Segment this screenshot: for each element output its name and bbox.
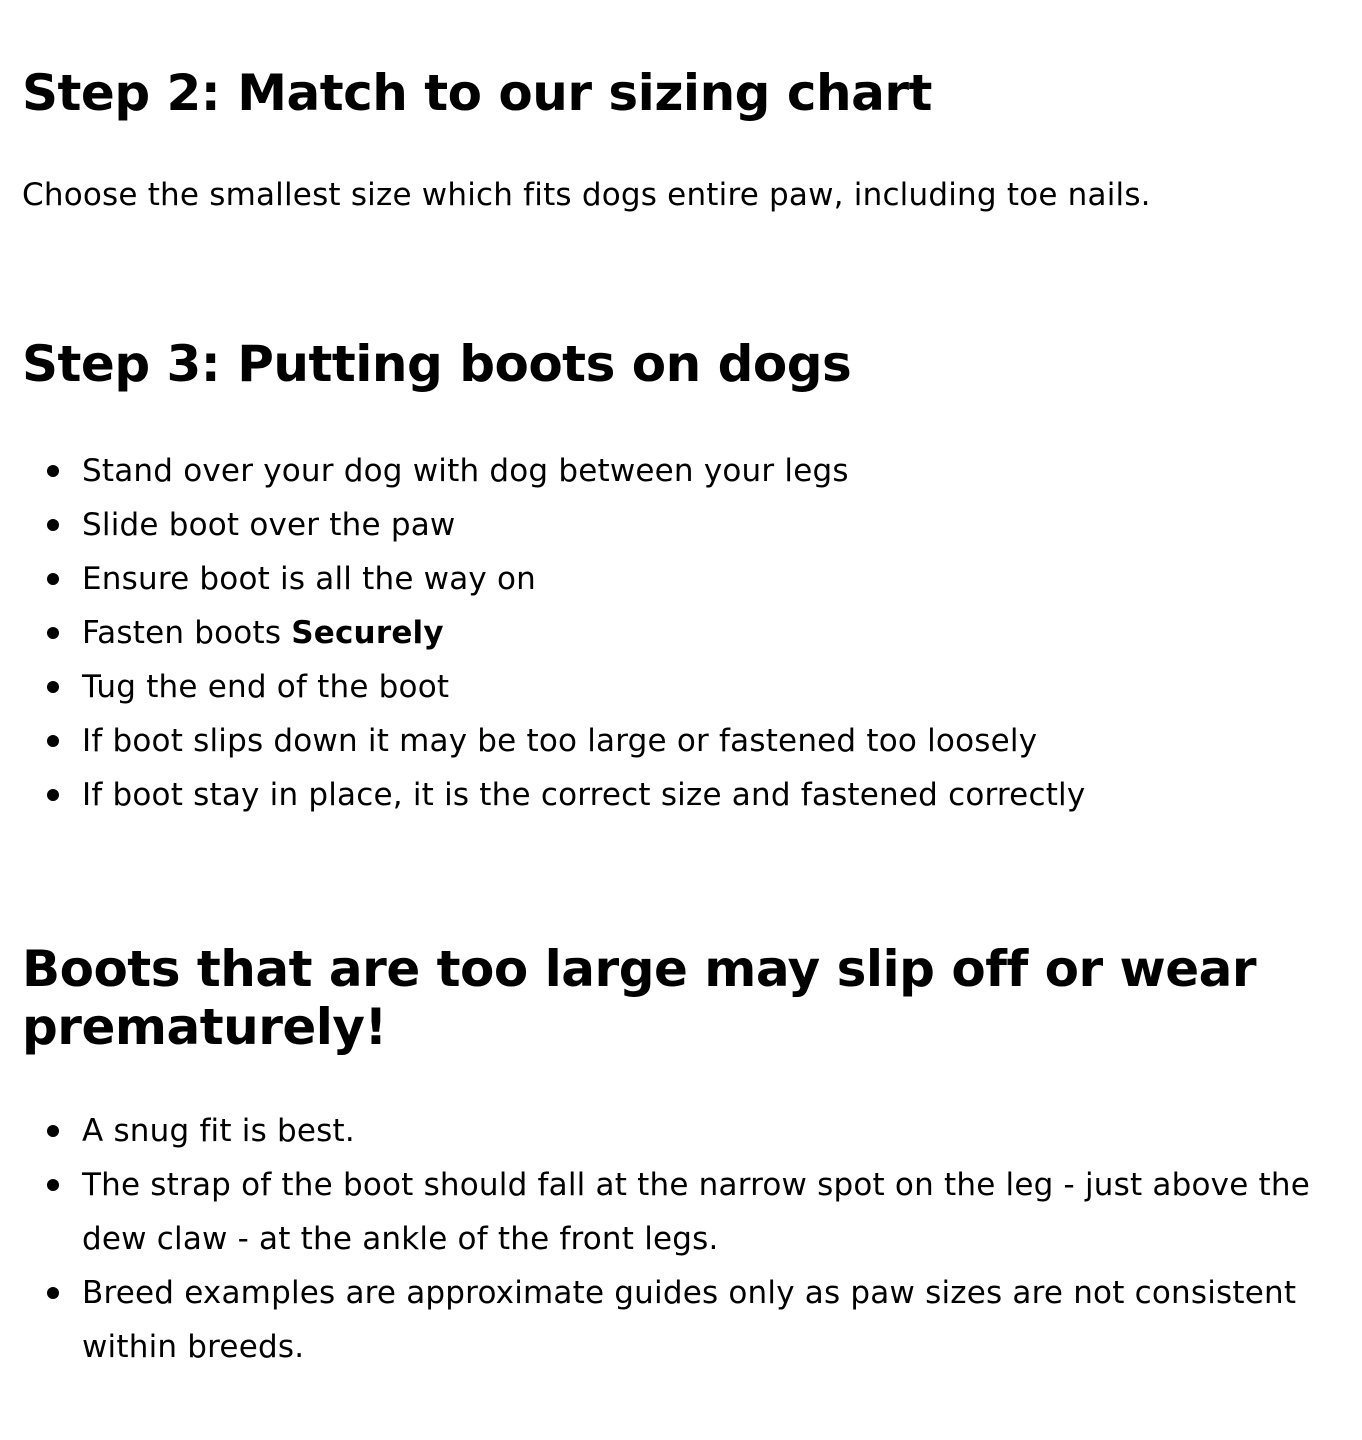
list-item (22, 552, 1340, 606)
list-item-text: Slide boot over the paw (82, 507, 456, 543)
list-item (22, 1266, 1340, 1374)
emphasis-text: Securely (291, 615, 444, 651)
list-item (22, 606, 1340, 660)
list-item (22, 444, 1340, 498)
list-item-text: If boot stay in place, it is the correct size and fastened correctly (82, 777, 1086, 813)
list-item-text: Breed examples are approximate guides only as paw sizes are not consistent within breeds. (82, 1275, 1297, 1365)
list-item (22, 768, 1340, 822)
list-item (22, 1104, 1340, 1158)
list-item-text: Stand over your dog with dog between your legs (82, 453, 849, 489)
list-item (22, 1158, 1340, 1266)
list-item (22, 498, 1340, 552)
step2-description: Choose the smallest size which fits dogs entire paw, including toe nails. (22, 177, 1151, 213)
list-item-text: If boot slips down it may be too large or fastened too loosely (82, 723, 1038, 759)
list-item-text: Ensure boot is all the way on (82, 561, 537, 597)
fit-guidance-list (22, 1104, 1340, 1374)
warning-heading: Boots that are too large may slip off or wear prematurely! (22, 940, 1257, 1056)
step3-heading: Step 3: Putting boots on dogs (22, 335, 852, 393)
list-item (22, 714, 1340, 768)
list-item-text: A snug fit is best. (82, 1113, 355, 1149)
list-item (22, 660, 1340, 714)
list-item-text: Fasten boots (82, 615, 292, 651)
list-item-text: Tug the end of the boot (82, 669, 450, 705)
step2-heading: Step 2: Match to our sizing chart (22, 64, 932, 122)
step3-list (22, 444, 1340, 822)
list-item-text: The strap of the boot should fall at the narrow spot on the leg - just above the dew claw - at the ankle of the front legs. (82, 1167, 1310, 1257)
